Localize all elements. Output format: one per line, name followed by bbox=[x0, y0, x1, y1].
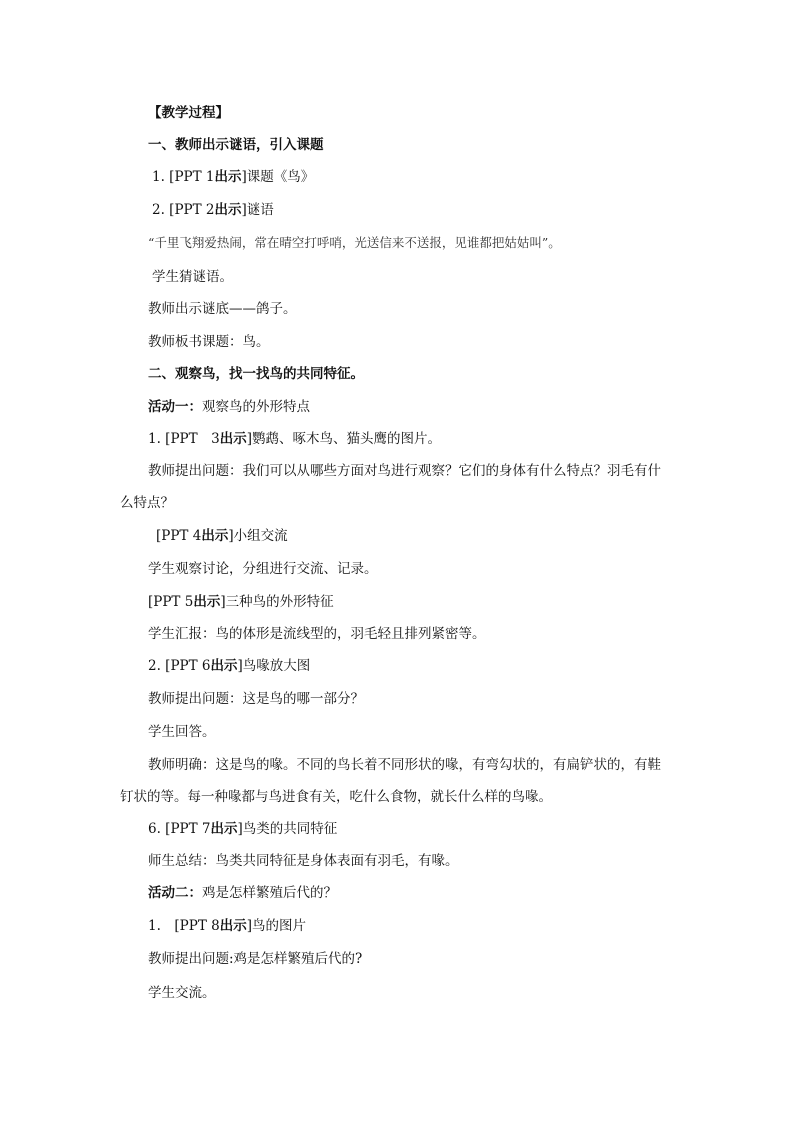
ppt-item-7-prefix: 6. [PPT 7 bbox=[148, 821, 211, 837]
section-title-2: 二、观察鸟，找一找鸟的共同特征。 bbox=[148, 366, 364, 382]
ppt-item-8-prefix: 1. [PPT 8 bbox=[148, 918, 220, 934]
paragraph: 教师明确：这是鸟的喙。不同的鸟长着不同形状的喙，有弯勾状的，有扁铲状的，有鞋 bbox=[148, 757, 661, 773]
paragraph: 教师提出问题:鸡是怎样繁殖后代的? bbox=[148, 951, 363, 967]
ppt-item-3-rest: ]鹦鹉、啄木鸟、猫头鹰的图片。 bbox=[246, 431, 441, 447]
ppt-item-4 bbox=[156, 527, 288, 545]
ppt-item-2-bold: 出示 bbox=[214, 202, 242, 218]
paragraph: 学生交流。 bbox=[148, 985, 216, 1001]
ppt-item-5 bbox=[148, 593, 334, 611]
ppt-item-1-rest: ]课题《鸟》 bbox=[241, 169, 315, 185]
paragraph: 学生回答。 bbox=[148, 724, 216, 740]
section-title-1: 一、教师出示谜语，引入课题 bbox=[148, 137, 324, 153]
paragraph: 学生汇报：鸟的体形是流线型的，羽毛轻且排列紧密等。 bbox=[148, 626, 486, 642]
ppt-item-1-bold: 出示 bbox=[214, 169, 242, 185]
ppt-item-2 bbox=[152, 201, 274, 219]
paragraph: 学生观察讨论，分组进行交流、记录。 bbox=[148, 561, 378, 577]
activity-1 bbox=[148, 398, 310, 416]
ppt-item-5-rest: ]三种鸟的外形特征 bbox=[220, 594, 334, 610]
paragraph: 教师出示谜底——鸽子。 bbox=[148, 301, 297, 317]
paragraph: 教师板书课题：鸟。 bbox=[148, 334, 270, 350]
ppt-item-6-bold: 出示 bbox=[210, 658, 238, 674]
ppt-item-4-rest: ]小组交流 bbox=[228, 528, 288, 544]
ppt-item-3 bbox=[148, 430, 441, 448]
activity-2-text: 鸡是怎样繁殖后代的？ bbox=[202, 885, 337, 901]
paragraph: 么特点？ bbox=[120, 495, 174, 511]
ppt-item-8-rest: ]鸟的图片 bbox=[246, 918, 306, 934]
section-heading: 【教学过程】 bbox=[148, 105, 229, 121]
activity-1-text: 观察鸟的外形特点 bbox=[202, 399, 310, 415]
ppt-item-4-prefix: [PPT 4 bbox=[156, 528, 202, 544]
activity-2-label: 活动二： bbox=[148, 885, 202, 901]
ppt-item-8 bbox=[148, 917, 306, 935]
ppt-item-6 bbox=[148, 657, 310, 675]
paragraph: 教师提出问题：这是鸟的哪一部分？ bbox=[148, 691, 364, 707]
paragraph: 学生猜谜语。 bbox=[152, 269, 233, 285]
ppt-item-1-prefix: 1. [PPT 1 bbox=[152, 169, 215, 185]
ppt-item-5-prefix: [PPT 5 bbox=[148, 594, 194, 610]
ppt-item-2-rest: ]谜语 bbox=[241, 202, 274, 218]
ppt-item-7 bbox=[148, 820, 337, 838]
activity-2 bbox=[148, 884, 337, 902]
ppt-item-3-prefix: 1. [PPT 3 bbox=[148, 431, 220, 447]
ppt-item-8-bold: 出示 bbox=[219, 918, 247, 934]
ppt-item-6-rest: ]鸟喙放大图 bbox=[237, 658, 311, 674]
riddle-text: “千里飞翔爱热闹，常在晴空打呼哨，光送信来不送报，见谁都把姑姑叫”。 bbox=[148, 235, 561, 250]
activity-1-label: 活动一： bbox=[148, 399, 202, 415]
ppt-item-6-prefix: 2. [PPT 6 bbox=[148, 658, 211, 674]
ppt-item-7-rest: ]鸟类的共同特征 bbox=[237, 821, 338, 837]
ppt-item-5-bold: 出示 bbox=[193, 594, 221, 610]
ppt-item-4-bold: 出示 bbox=[201, 528, 229, 544]
paragraph: 钉状的等。每一种喙都与鸟进食有关，吃什么食物，就长什么样的鸟喙。 bbox=[120, 789, 552, 805]
ppt-item-1 bbox=[152, 168, 314, 186]
ppt-item-3-bold: 出示 bbox=[219, 431, 247, 447]
ppt-item-2-prefix: 2. [PPT 2 bbox=[152, 202, 215, 218]
paragraph: 教师提出问题：我们可以从哪些方面对鸟进行观察？它们的身体有什么特点？羽毛有什 bbox=[148, 463, 661, 479]
paragraph: 师生总结：鸟类共同特征是身体表面有羽毛，有喙。 bbox=[148, 853, 459, 869]
ppt-item-7-bold: 出示 bbox=[210, 821, 238, 837]
